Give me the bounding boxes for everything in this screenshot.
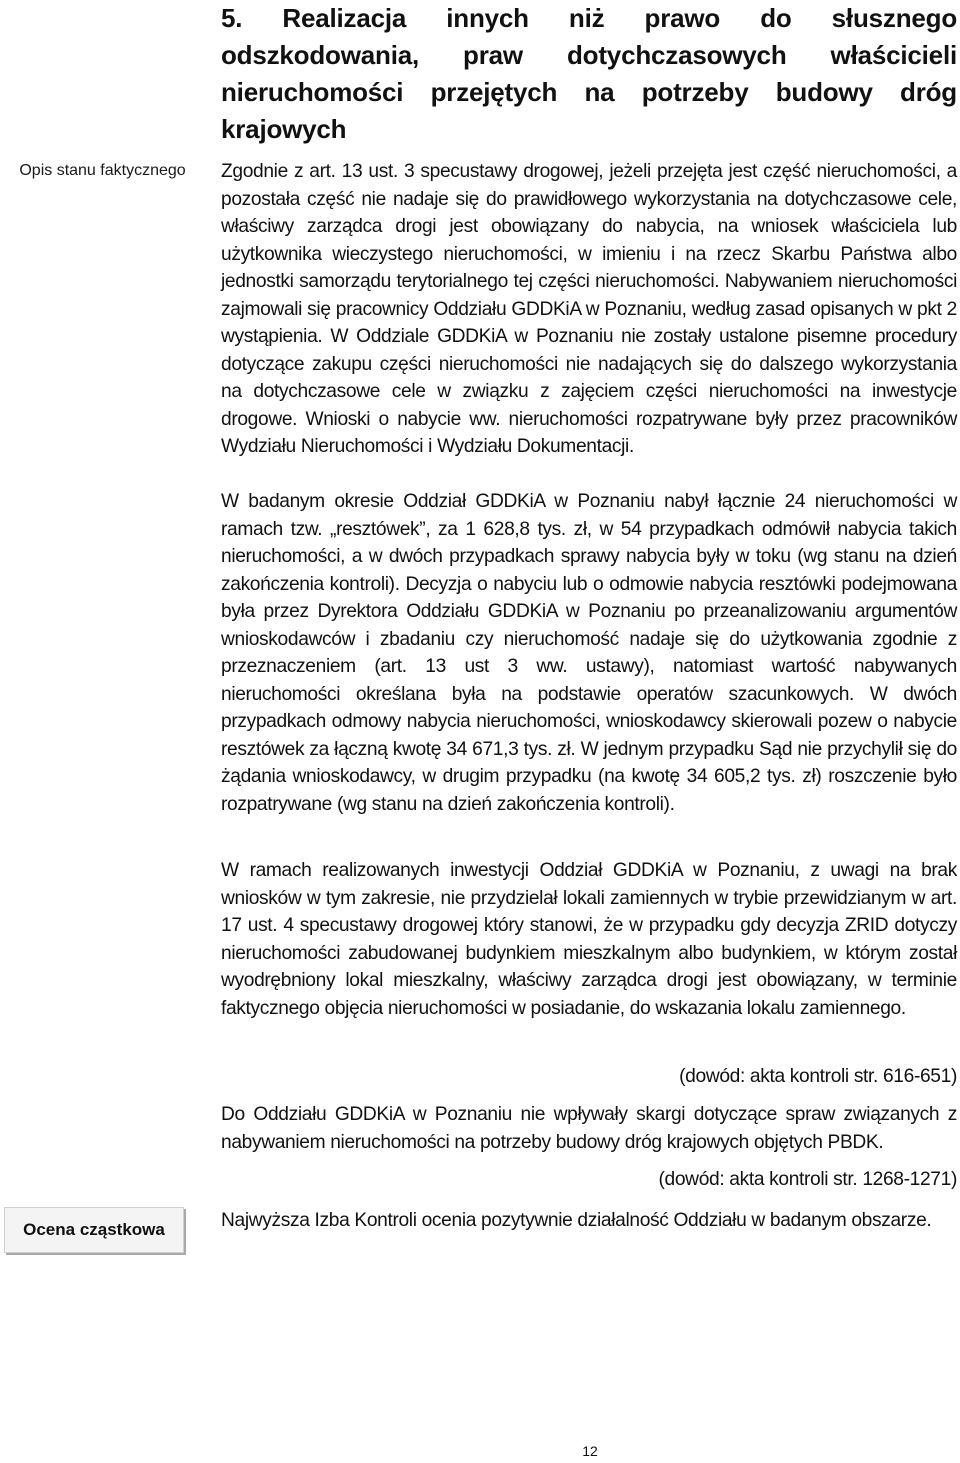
paragraph-legal-basis bbox=[221, 158, 957, 461]
assessment-label-box bbox=[4, 1207, 184, 1253]
paragraph-complaints bbox=[221, 1101, 957, 1156]
paragraph-text: Zgodnie z art. 13 ust. 3 specustawy drogowej, jeżeli przejęta jest część nieruchomości, a pozostała część nie nadaje się do prawidłowego wykorzystania na dotychczasowe cele, właściwy zarządca drogi jest obowiązany do nabycia, na wniosek właściciela lub użytkownika wieczystego nieruchomości, w imieniu i na rzecz Skarbu Państwa albo jednostki samorządu terytorialnego tej części nieruchomości. Nabywaniem nieruchomości zajmowali się pracownicy Oddziału GDDKiA w Poznaniu, według zasad opisanych w pkt 2 wystąpienia. W Oddziale GDDKiA w Poznaniu nie zostały ustalone pisemne procedury dotyczące zakupu części nieruchomości nie nadających się do dalszego wykorzystania na dotychczasowe cele w związku z zajęciem części nieruchomości na inwestycje drogowe. Wnioski o nabycie ww. nieruchomości rozpatrywane były przez pracowników Wydziału Nieruchomości i Wydziału Dokumentacji. bbox=[221, 161, 957, 457]
paragraph-text: Najwyższa Izba Kontroli ocenia pozytywnie działalność Oddziału w badanym obszarze. bbox=[221, 1210, 932, 1231]
page-number: 12 bbox=[582, 1443, 598, 1459]
paragraph-assessment bbox=[221, 1207, 957, 1235]
assessment-label: Ocena cząstkowa bbox=[23, 1220, 165, 1239]
paragraph-text: W ramach realizowanych inwestycji Oddział GDDKiA w Poznaniu, z uwagi na brak wniosków w tym zakresie, nie przydzielał lokali zamiennych w trybie przewidzianym w art. 17 ust. 4 specustawy drogowej który stanowi, że w przypadku gdy decyzja ZRID dotyczy nieruchomości zabudowanej budynkiem mieszkalnym albo budynkiem, w którym został wyodrębniony lokal mieszkalny, właściwy zarządca drogi jest obowiązany, w terminie faktycznego objęcia nieruchomości w posiadanie, do wskazania lokalu zamiennego. bbox=[221, 860, 957, 1019]
evidence-reference-2: (dowód: akta kontroli str. 1268-1271) bbox=[658, 1169, 957, 1190]
paragraph-text: Do Oddziału GDDKiA w Poznaniu nie wpływały skargi dotyczące spraw związanych z nabywaniem nieruchomości na potrzeby budowy dróg krajowych objętych PBDK. bbox=[221, 1104, 957, 1153]
evidence-reference-1: (dowód: akta kontroli str. 616-651) bbox=[679, 1066, 957, 1087]
side-label-opis: Opis stanu faktycznego bbox=[19, 162, 186, 179]
section-heading: 5. Realizacja innych niż prawo do słusznego odszkodowania, praw dotychczasowych właścicieli nieruchomości przejętych na potrzeby budowy dróg krajowych bbox=[221, 3, 957, 144]
paragraph-replacement-premises bbox=[221, 857, 957, 1022]
paragraph-text: W badanym okresie Oddział GDDKiA w Poznaniu nabył łącznie 24 nieruchomości w ramach tzw. „resztówek”, za 1 628,8 tys. zł, w 54 przypadkach odmówił nabycia takich nieruchomości, a w dwóch przypadkach sprawy nabycia były w toku (wg stanu na dzień zakończenia kontroli). Decyzja o nabyciu lub o odmowie nabycia resztówki podejmowana była przez Dyrektora Oddziału GDDKiA w Poznaniu po przeanalizowaniu argumentów wnioskodawców i zbadaniu czy nieruchomość nadaje się do użytkowania zgodnie z przeznaczeniem (art. 13 ust 3 ww. ustawy), natomiast wartość nabywanych nieruchomości określana była na podstawie operatów szacunkowych. W dwóch przypadkach odmowy nabycia nieruchomości, wnioskodawcy skierowali pozew o nabycie resztówek za łączną kwotę 34 671,3 tys. zł. W jednym przypadku Sąd nie przychylił się do żądania wnioskodawcy, w drugim przypadku (na kwotę 34 605,2 tys. zł) roszczenie było rozpatrywane (wg stanu na dzień zakończenia kontroli). bbox=[221, 491, 957, 815]
paragraph-acquisitions bbox=[221, 488, 957, 818]
